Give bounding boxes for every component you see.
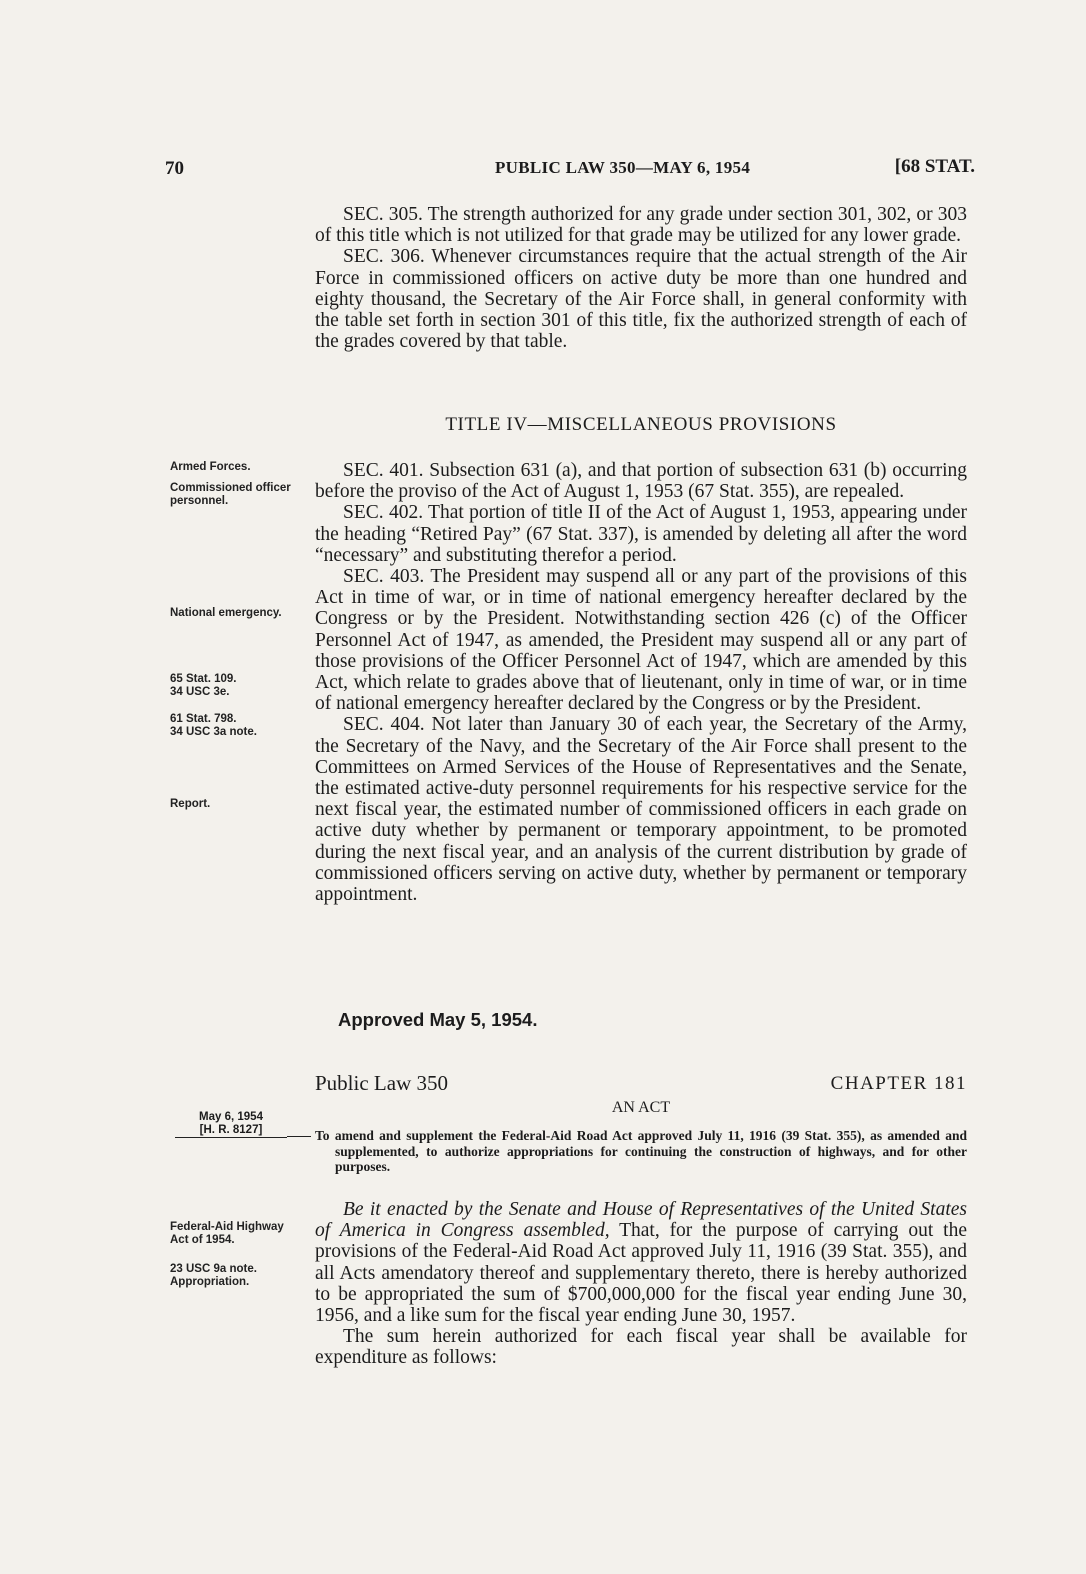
title-iv-heading: TITLE IV—MISCELLANEOUS PROVISIONS [445,414,837,435]
enacting-text [315,1199,967,1369]
section-label: SEC. 403. [343,566,425,588]
enactment-date-block [175,1111,287,1138]
chapter-label: CHAPTER 181 [830,1073,967,1094]
section-label: SEC. 306. [343,246,425,268]
section-text: Whenever circumstances require that the actual strength of the Air Force in commissioned officers on active duty be more than one hundred and eighty thousand, the Secretary of the Air Force shall, in general conformity with the table set forth in section 301 of this title, fix the authorized strength of each of the grades covered by that table. [315,246,967,353]
enacting-paragraph [315,1199,967,1326]
section-label: SEC. 305. [343,204,423,225]
section-403 [315,566,967,714]
section-label: SEC. 404. [343,714,425,736]
section-402 [315,502,967,566]
citation-stat: 61 Stat. 798. [170,713,237,725]
running-head: PUBLIC LAW 350—MAY 6, 1954 [495,158,751,177]
title-iii-sections [315,204,967,352]
title-iv-sections [315,460,967,905]
margin-note-national-emergency: National emergency. [170,607,282,619]
appropriation-note: Appropriation. [170,1276,250,1288]
enacting-clause: Be it enacted by the Senate and House of Representatives of the United States of America in Congress assembled, [315,1199,967,1242]
margin-note-armed-forces: Armed Forces. [170,461,251,473]
section-306 [315,246,967,352]
page-number: 70 [165,158,184,179]
date-rule-divider [287,1136,311,1137]
act-purpose [315,1128,967,1175]
section-404 [315,714,967,905]
enactment-date: May 6, 1954 [199,1111,263,1123]
citation-usc: 23 USC 9a note. [170,1263,257,1275]
section-401 [315,460,967,502]
page-header [165,158,975,188]
citation-stat: 65 Stat. 109. [170,673,237,685]
section-label: SEC. 402. [343,502,424,524]
section-text: Subsection 631 (a), and that portion of subsection 631 (b) occurring before the proviso of the Act of August 1, 1953 (67 Stat. 355), are repealed. [315,460,968,503]
margin-note-commissioned: Commissioned officer personnel. [170,482,291,507]
margin-note-appropriation [170,1263,295,1289]
citation-usc: 34 USC 3e. [170,686,230,698]
section-text: The President may suspend all or any part of the provisions of this Act in time of war, or in time of national emergency hereafter declared by the Congress or by the President. Notwithstanding section 426 (c) of the Officer Personnel Act of 1947, as amended, the President may suspend all or any part of those provisions of the Officer Personnel Act of 1947, which are amended by this Act, which relate to grades above that of lieutenant, only in time of war, or in time of national emergency hereafter declared by the Congress or by the President. [315,566,967,715]
section-text: That portion of title II of the Act of August 1, 1953, appearing under the heading “Retired Pay” (67 Stat. 337), is amended by deleting all after the word “necessary” and substituting therefor a period. [315,502,968,566]
section-305 [315,204,967,246]
expenditure-paragraph: The sum herein authorized for each fiscal year shall be available for expenditure as follows: [315,1326,967,1369]
an-act-label: AN ACT [611,1099,671,1116]
purpose-text: To amend and supplement the Federal-Aid Road Act approved July 11, 1916 (39 Stat. 355), as amended and supplemented, to authorize appropriations for continuing the construction of highways, and for other purposes. [315,1128,967,1174]
volume-reference: [68 STAT. [894,156,975,177]
bill-number: [H. R. 8127] [175,1124,287,1138]
margin-note-report: Report. [170,798,211,810]
margin-note-citation-65-stat [170,673,295,699]
margin-note-citation-61-stat [170,713,295,739]
margin-note-federal-aid: Federal-Aid Highway Act of 1954. [170,1221,284,1246]
section-text: The strength authorized for any grade under section 301, 302, or 303 of this title which is not utilized for that grade may be utilized for any lower grade. [315,204,968,247]
section-text: Not later than January 30 of each year, the Secretary of the Army, the Secretary of the Navy, and the Secretary of the Air Force shall present to the Committees on Armed Services of the House of Representatives and the Senate, the estimated active-duty personnel requirements for his respective service for the next fiscal year, the estimated number of commissioned officers in each grade on active duty whether by permanent or temporary appointment, to be promoted during the next fiscal year, and an analysis of the current distribution by grade of commissioned officers serving on active duty, whether by permanent or temporary appointment. [315,714,967,906]
section-label: SEC. 401. [343,460,424,481]
enacting-body: That, for the purpose of carrying out the provisions of the Federal-Aid Road Act approved July 11, 1916 (39 Stat. 355), and all Acts amendatory thereof and supplementary thereto, there is hereby authorized to be appropriated the sum of $700,000,000 for the fiscal year ending June 30, 1956, and a like sum for the fiscal year ending June 30, 1957. [315,1220,967,1327]
act-heading [315,1071,967,1097]
approval-date: Approved May 5, 1954. [338,1009,538,1030]
public-law-label: Public Law 350 [315,1071,448,1095]
citation-usc: 34 USC 3a note. [170,726,257,738]
